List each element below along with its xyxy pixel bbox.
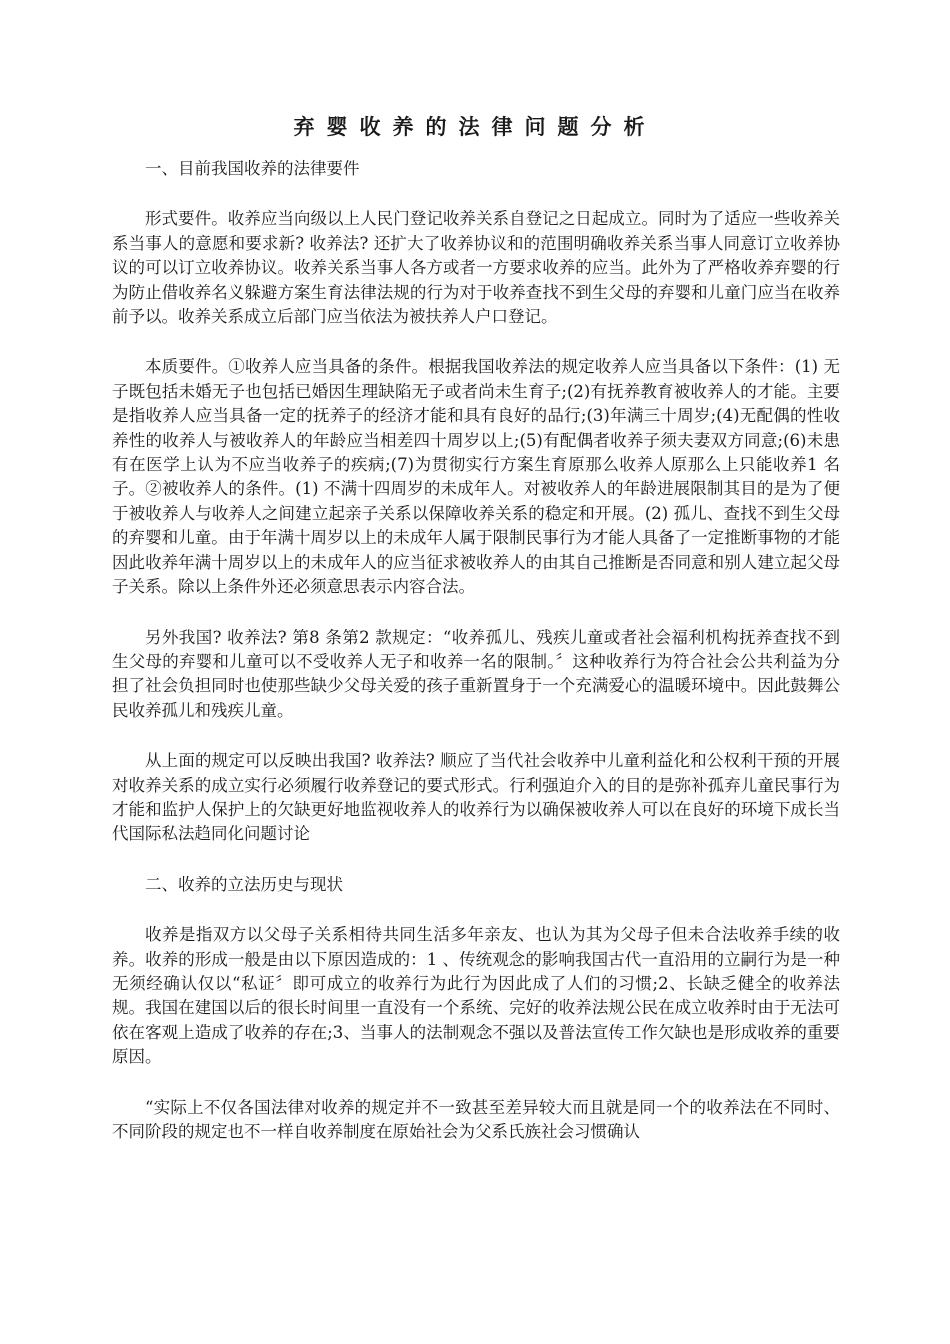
section-heading-1: 一、目前我国收养的法律要件	[145, 159, 360, 178]
paragraph: 收养是指双方以父母子关系相待共同生活多年亲友、也认为其为父母子但未合法收养手续的收养。收养的形成一般是由以下原因造成的：1 、传统观念的影响我国古代一直沿用的立嗣行为是一种无须经确认仅以“私证〞即可成立的收养行为此行为因此成了人们的习惯;2、长缺乏健全的收养法规。我国在建国以后的很长时间里一直没有一个系统、完好的收养法规公民在成立收养时由于无法可依在客观上造成了收养的存在;3、当事人的法制观念不强以及普法宣传工作欠缺也是形成收养的重要原因。	[112, 925, 840, 1067]
document-title: 弃婴收养的法律问题分析	[293, 114, 657, 139]
paragraph: 形式要件。收养应当向级以上人民门登记收养关系自登记之日起成立。同时为了适应一些收养关系当事人的意愿和要求新? 收养法? 还扩大了收养协议和的范围明确收养关系当事人同意订立收养协议的可以订立收养协议。收养关系当事人各方或者一方要求收养的应当。此外为了严格收养弃婴的行为防止借收养名义躲避方案生育法律法规的行为对于收养查找不到生父母的弃婴和儿童门应当在收养前予以。收养关系成立后部门应当依法为被扶养人户口登记。	[112, 209, 840, 327]
section-heading-2: 二、收养的立法历史与现状	[145, 874, 343, 894]
paragraph: “实际上不仅各国法律对收养的规定并不一致甚至差异较大而且就是同一个的收养法在不同时、不同阶段的规定也不一样自收养制度在原始社会为父系氏族社会习惯确认	[112, 1097, 840, 1141]
paragraph: 本质要件。①收养人应当具备的条件。根据我国收养法的规定收养人应当具备以下条件：(1) 无子既包括未婚无子也包括已婚因生理缺陷无子或者尚未生育子;(2)有抚养教育被收养人的才能。主要是指收养人应当具备一定的抚养子的经济才能和具有良好的品行;(3)年满三十周岁;(4)无配偶的性收养性的收养人与被收养人的年龄应当相差四十周岁以上;(5)有配偶者收养子须夫妻双方同意;(6)未患有在医学上认为不应当收养子的疾病;(7)为贯彻实行方案生育原那么收养人原那么上只能收养1 名子。②被收养人的条件。(1) 不满十四周岁的未成年人。对被收养人的年龄进展限制其目的是为了便于被收养人与收养人之间建立起亲子关系以保障收养关系的稳定和开展。(2) 孤儿、查找不到生父母的弃婴和儿童。由于年满十周岁以上的未成年人属于限制民事行为才能人具备了一定推断事物的才能因此收养年满十周岁以上的未成年人的应当征求被收养人的由其自己推断是否同意和别人建立起父母子关系。除以上条件外还必须意思表示内容合法。	[112, 357, 840, 597]
paragraph: 另外我国? 收养法? 第8 条第2 款规定：“收养孤儿、残疾儿童或者社会福利机构抚养查找不到生父母的弃婴和儿童可以不受收养人无子和收养一名的限制。〞这种收养行为符合社会公共利益为分担了社会负担同时也使那些缺少父母关爱的孩子重新置身于一个充满爱心的温暖环境中。因此鼓舞公民收养孤儿和残疾儿童。	[112, 627, 840, 720]
document-body	[112, 157, 840, 1170]
paragraph: 从上面的规定可以反映出我国? 收养法? 顺应了当代社会收养中儿童利益化和公权利干预的开展对收养关系的成立实行必须履行收养登记的要式形式。行利强迫介入的目的是弥补孤弃儿童民事行为才能和监护人保护上的欠缺更好地监视收养人的收养行为以确保被收养人可以在良好的环境下成长当代国际私法趋同化问题讨论	[112, 751, 840, 844]
